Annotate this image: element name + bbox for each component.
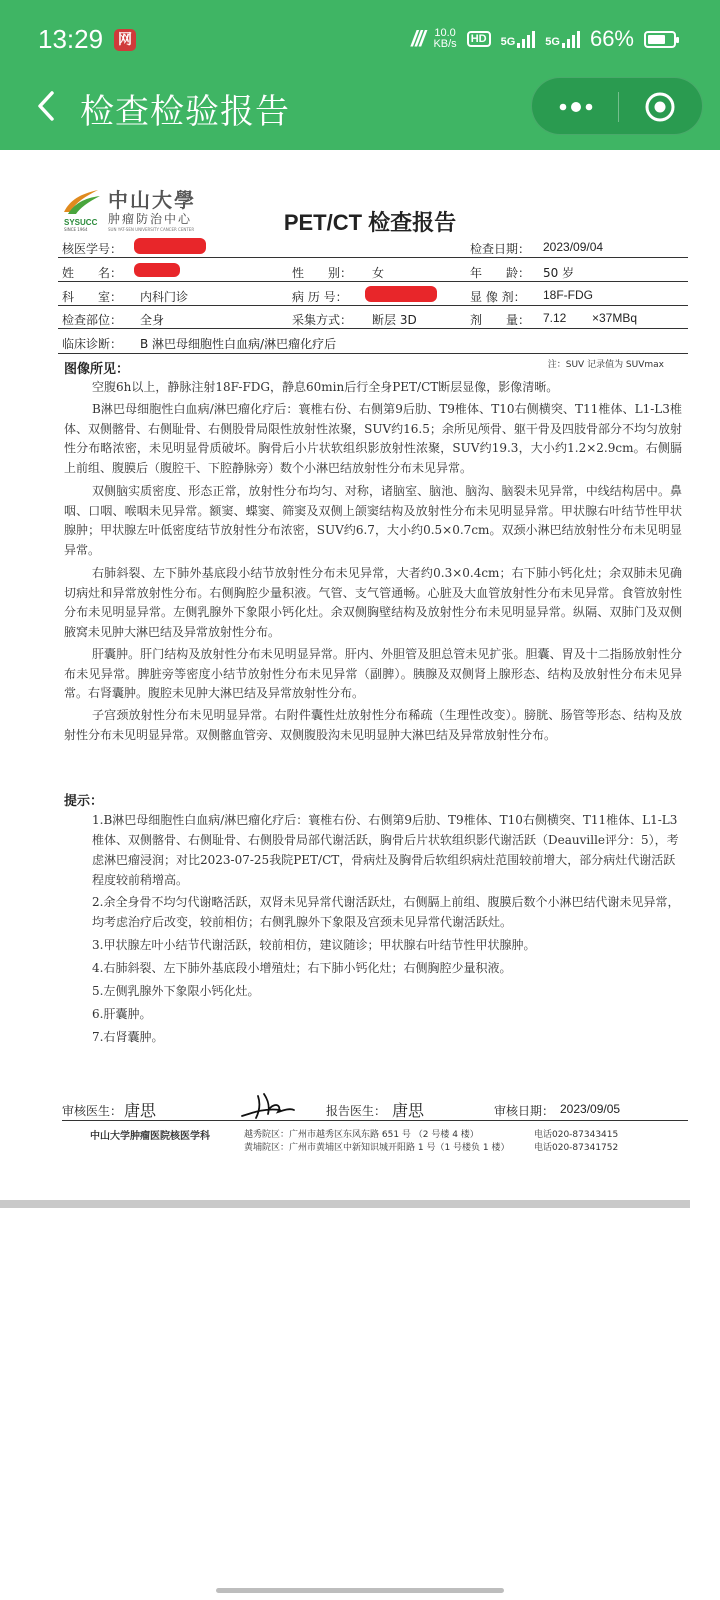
divider — [58, 281, 688, 282]
logo-subtitle: 肿瘤防治中心 — [108, 212, 193, 226]
suv-note: 注：SUV 记录值为 SUVmax — [547, 360, 664, 370]
network-activity-icon: /// — [411, 26, 424, 51]
tip-item: 5.左侧乳腺外下象限小钙化灶。 — [92, 984, 260, 998]
divider — [58, 257, 688, 258]
battery-percent: 66% — [589, 26, 634, 51]
mini-program-capsule — [531, 77, 703, 135]
nav-bar — [0, 72, 720, 142]
record-label: 病 历 号： — [292, 290, 348, 304]
redacted-hospital-id — [134, 238, 206, 254]
sex-label: 性 别： — [292, 266, 353, 280]
footer-address-2: 黄埔院区：广州市黄埔区中新知识城开阳路 1 号（1 号楼负 1 楼） — [244, 1143, 510, 1153]
review-date-label: 审核日期： — [494, 1104, 555, 1118]
status-right — [411, 26, 676, 52]
tip-item: 4.右肺斜裂、左下肺外基底段小增殖灶；右下肺小钙化灶；右侧胸腔少量积液。 — [92, 961, 512, 975]
sex-value: 女 — [372, 266, 385, 280]
logo-name: 中山大學 — [108, 188, 196, 212]
tip-item: 2.余全身骨不均匀代谢略活跃，双肾未见异常代谢活跃灶，右侧膈上前组、腹膜后数个小淋巴结代谢未见异常，均考虑治疗后改变，较前相仿；右侧乳腺外下象限及宫颈未见异常代谢活跃灶。 — [92, 895, 680, 929]
page-title: 检查检验报告 — [80, 92, 290, 132]
app-header — [0, 0, 720, 150]
sim1-signal-icon — [501, 30, 536, 48]
logo-abbr: SYSUCC — [64, 218, 98, 227]
reporter-label: 报告医生： — [326, 1104, 387, 1118]
status-bar — [0, 0, 720, 80]
hospital-id-label: 核医学号： — [62, 242, 123, 256]
findings-heading: 图像所见： — [64, 362, 130, 377]
reviewer-label: 审核医生： — [62, 1104, 123, 1118]
footer-divider — [62, 1120, 688, 1121]
battery-level-fill — [648, 35, 665, 44]
divider — [58, 305, 688, 306]
mode-value: 断层 3D — [372, 313, 417, 327]
back-arrow-icon[interactable] — [28, 86, 68, 126]
battery-icon — [644, 31, 676, 48]
dept-label: 科 室： — [62, 290, 123, 304]
footer-address-1: 越秀院区：广州市越秀区东风东路 651 号 （2 号楼 4 楼） — [244, 1130, 479, 1140]
home-indicator[interactable] — [216, 1588, 504, 1593]
logo-since: SINCE 1964 — [64, 227, 88, 232]
netease-music-icon: 网 — [114, 29, 136, 51]
tip-item: 1.B淋巴母细胞性白血病/淋巴瘤化疗后：寰椎右份、右侧第9后肋、T9椎体、T10右侧横突、T11椎体、L1-L3椎体、双侧髂骨、右侧耻骨、右侧股骨局部代谢活跃，胸骨后片状软组织影代谢活跃（Deauville评分：5），考虑淋巴瘤浸润；对比2023-07-25我院PET/CT，骨病灶及胸骨后软组织病灶范围较前增大，部分病灶代谢活跃程度较前稍增高。 — [92, 813, 679, 887]
exam-date-label: 检查日期： — [470, 242, 531, 256]
capsule-divider — [618, 92, 619, 122]
exam-date: 2023/09/04 — [543, 240, 604, 254]
review-date: 2023/09/05 — [560, 1102, 621, 1116]
more-options-icon[interactable] — [556, 99, 596, 115]
finding-paragraph: 子宫颈放射性分布未见明显异常。右附件囊性灶放射性分布稀疏（生理性改变）。膀胱、肠管等形态、结构及放射性分布未见明显异常。双侧髂血管旁、双侧腹股沟未见明显肿大淋巴结及异常放射性分布。 — [64, 708, 682, 742]
finding-paragraph: 肝囊肿。肝门结构及放射性分布未见明显异常。肝内、外胆管及胆总管未见扩张。胆囊、胃及十二指肠放射性分布未见异常。脾脏旁等密度小结节放射性分布未见异常（副脾）。胰腺及双侧肾上腺形态、结构及放射性分布未见异常。右肾囊肿。腹腔未见肿大淋巴结及异常放射性分布。 — [64, 647, 682, 700]
age-value: 50 岁 — [543, 266, 575, 280]
footer-tel-2: 电话020-87341752 — [534, 1143, 619, 1153]
tip-item: 6.肝囊肿。 — [92, 1007, 152, 1021]
footer-dept: 中山大学肿瘤医院核医学科 — [90, 1131, 210, 1142]
footer-tel-1: 电话020-87343415 — [534, 1130, 619, 1140]
tracer-label: 显 像 剂： — [470, 290, 526, 304]
reviewer-name: 唐思 — [124, 1101, 157, 1120]
dept-value: 内科门诊 — [140, 290, 189, 304]
hd-icon: HD — [467, 31, 491, 47]
logo-english: SUN YAT-SEN UNIVERSITY CANCER CENTER — [108, 227, 195, 232]
report-title: PET/CT 检查报告 — [283, 210, 457, 235]
divider — [58, 328, 688, 329]
mode-label: 采集方式： — [292, 313, 353, 327]
redacted-name — [134, 263, 180, 277]
dose-value: 7.12 — [543, 311, 567, 325]
sim2-signal-icon — [545, 30, 580, 48]
dose-label: 剂 量： — [470, 313, 531, 327]
finding-paragraph: 右肺斜裂、左下肺外基底段小结节放射性分布未见异常，大者约0.3×0.4cm；右下肺小钙化灶；余双肺未见确切病灶和异常放射性分布。右侧胸腔少量积液。气管、支气管通畅。心脏及大血管放射性分布未见异常。食管放射性分布未见明显异常。左侧乳腺外下象限小钙化灶。余双侧胸壁结构及放射性分布未见明显异常。纵隔、双肺门及双侧腋窝未见肿大淋巴结及异常放射性分布。 — [64, 566, 682, 639]
tips-heading: 提示： — [64, 794, 104, 809]
site-label: 检查部位： — [62, 313, 123, 327]
report-document — [0, 150, 720, 1200]
diagnosis-value: B 淋巴母细胞性白血病/淋巴瘤化疗后 — [140, 337, 337, 351]
close-mini-program-icon[interactable] — [644, 91, 676, 123]
site-value: 全身 — [140, 313, 165, 327]
network-speed-unit: KB/s — [433, 38, 457, 50]
dose-unit: ×37MBq — [592, 311, 638, 325]
divider — [58, 353, 688, 354]
finding-paragraph: 双侧脑实质密度、形态正常，放射性分布均匀、对称，诸脑室、脑池、脑沟、脑裂未见异常，中线结构居中。鼻咽、口咽、喉咽未见异常。额窦、蝶窦、筛窦及双侧上颌窦结构及放射性分布未见明显异常。甲状腺右叶结节性甲状腺肿；甲状腺左叶低密度结节放射性分布浓密，SUV约6.7，大小约0.5×0.7cm。双颈小淋巴结放射性分布未见明显异常。 — [64, 484, 682, 557]
reporter-name: 唐思 — [392, 1101, 425, 1120]
image-bottom-edge — [0, 1200, 690, 1208]
tip-item: 3.甲状腺左叶小结节代谢活跃，较前相仿，建议随诊；甲状腺右叶结节性甲状腺肿。 — [92, 938, 536, 952]
age-label: 年 龄： — [470, 266, 531, 280]
sim1-label: 5G — [500, 36, 516, 48]
finding-paragraph: 空腹6h以上，静脉注射18F-FDG，静息60min后行全身PET/CT断层显像，影像清晰。 — [92, 380, 559, 394]
sim2-label: 5G — [545, 36, 560, 48]
tracer-value: 18F-FDG — [543, 288, 594, 302]
network-speed-value: 10.0 — [434, 27, 456, 39]
name-label: 姓 名： — [62, 266, 123, 280]
network-speed — [433, 28, 456, 50]
finding-paragraph: B淋巴母细胞性白血病/淋巴瘤化疗后：寰椎右份、右侧第9后肋、T9椎体、T10右侧横突、T11椎体、L1-L3椎体、双侧髂骨、右侧耻骨、右侧股骨局限性放射性浓聚，SUV约16.5；余所见颅骨、躯干骨及四肢骨部分不均匀放射性分布略浓密，未见明显骨质破坏。胸骨后小片状软组织影放射性浓聚，SUV约19.3，大小约1.2×2.9cm。右侧膈上前组、腹膜后（腹腔干、下腔静脉旁）数个小淋巴结放射性分布未见异常。 — [64, 402, 682, 475]
status-time: 13:29 — [38, 24, 104, 54]
redacted-record-number — [365, 286, 437, 302]
diagnosis-label: 临床诊断： — [62, 337, 123, 351]
tip-item: 7.右肾囊肿。 — [92, 1030, 164, 1044]
handwritten-signature-icon — [240, 1088, 296, 1122]
